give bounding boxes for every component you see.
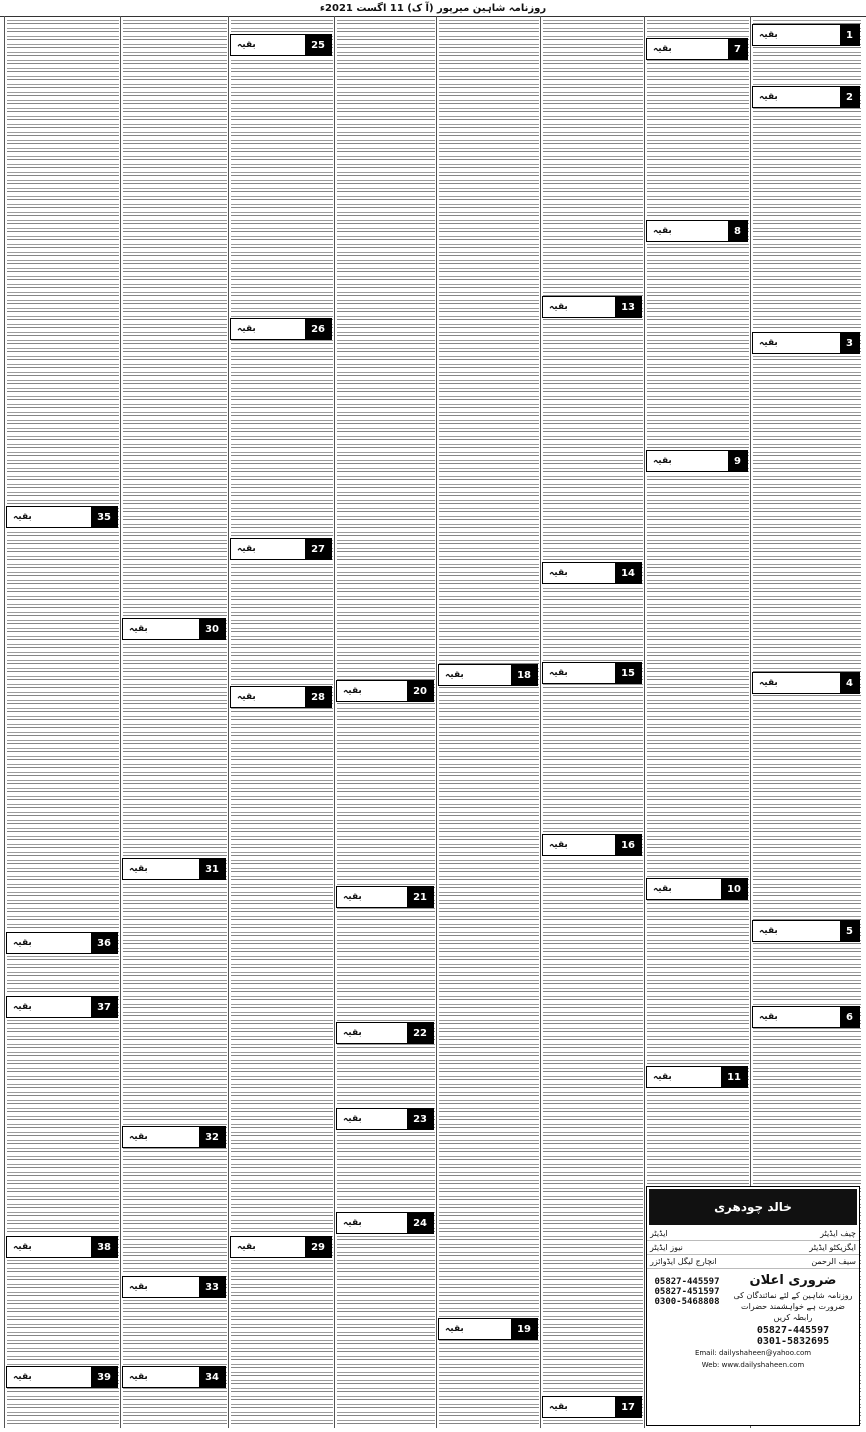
continuation-box-11: 11 بقیہ [646,1066,748,1088]
imprint-row: سیف الرحمن انچارج لیگل ایڈوائزر [647,1255,859,1269]
contact-phone: 05827-445597 [654,1277,720,1287]
notice-phone-1: 05827-445597 [756,1325,830,1336]
notice-title: ضروری اعلان [749,1273,837,1288]
continuation-box-38: 38 بقیہ [6,1236,118,1258]
continuation-box-14: 14 بقیہ [542,562,642,584]
continuation-box-21: 21 بقیہ [336,886,434,908]
contact-phone: 0300-5468808 [654,1297,720,1307]
continuation-box-22: 22 بقیہ [336,1022,434,1044]
continuation-box-39: 39 بقیہ [6,1366,118,1388]
continuation-box-1: 1 بقیہ [752,24,860,46]
continuation-box-20: 20 بقیہ [336,680,434,702]
publisher-name: خالد چودھری [649,1189,857,1225]
column-8 [4,16,121,1428]
continuation-box-18: 18 بقیہ [438,664,538,686]
continuation-box-9: 9 بقیہ [646,450,748,472]
continuation-box-5: 5 بقیہ [752,920,860,942]
continuation-box-26: 26 بقیہ [230,318,332,340]
contact-email: Email: dailyshaheen@yahoo.com [694,1349,812,1357]
continuation-box-30: 30 بقیہ [122,618,226,640]
continuation-box-3: 3 بقیہ [752,332,860,354]
continuation-box-36: 36 بقیہ [6,932,118,954]
imprint-row: ایگزیکٹو ایڈیٹر نیوز ایڈیٹر [647,1241,859,1255]
continuation-box-34: 34 بقیہ [122,1366,226,1388]
continuation-box-23: 23 بقیہ [336,1108,434,1130]
continuation-box-7: 7 بقیہ [646,38,748,60]
notice-body: روزنامہ شاہین کے لئے نمائندگان کی ضرورت ہے خواہشمند حضرات رابطہ کریں [733,1291,853,1322]
continuation-box-25: 25 بقیہ [230,34,332,56]
contact-web: Web: www.dailyshaheen.com [701,1361,805,1369]
column-3 [540,16,645,1428]
continuation-box-19: 19 بقیہ [438,1318,538,1340]
continuation-box-4: 4 بقیہ [752,672,860,694]
continuation-box-2: 2 بقیہ [752,86,860,108]
column-4 [436,16,541,1428]
column-7 [120,16,229,1428]
continuation-box-8: 8 بقیہ [646,220,748,242]
continuation-box-27: 27 بقیہ [230,538,332,560]
continuation-box-35: 35 بقیہ [6,506,118,528]
continuation-box-15: 15 بقیہ [542,662,642,684]
continuation-box-13: 13 بقیہ [542,296,642,318]
continuation-box-31: 31 بقیہ [122,858,226,880]
newspaper-page [4,16,862,1428]
continuation-box-17: 17 بقیہ [542,1396,642,1418]
column-6 [228,16,335,1428]
notice-phone-2: 0301-5832695 [756,1336,830,1347]
continuation-box-16: 16 بقیہ [542,834,642,856]
newspaper-masthead: روزنامہ شاہین میرپور (آ ک) 11 اگست 2021ء [319,2,547,14]
continuation-box-32: 32 بقیہ [122,1126,226,1148]
continuation-box-37: 37 بقیہ [6,996,118,1018]
continuation-box-24: 24 بقیہ [336,1212,434,1234]
continuation-box-29: 29 بقیہ [230,1236,332,1258]
contact-phone: 05827-451597 [654,1287,720,1297]
imprint-and-notice-block [646,1186,860,1426]
continuation-box-33: 33 بقیہ [122,1276,226,1298]
newspaper-header [0,0,866,17]
continuation-box-10: 10 بقیہ [646,878,748,900]
continuation-box-28: 28 بقیہ [230,686,332,708]
imprint-row: چیف ایڈیٹر ایڈیٹر [647,1227,859,1241]
continuation-box-6: 6 بقیہ [752,1006,860,1028]
